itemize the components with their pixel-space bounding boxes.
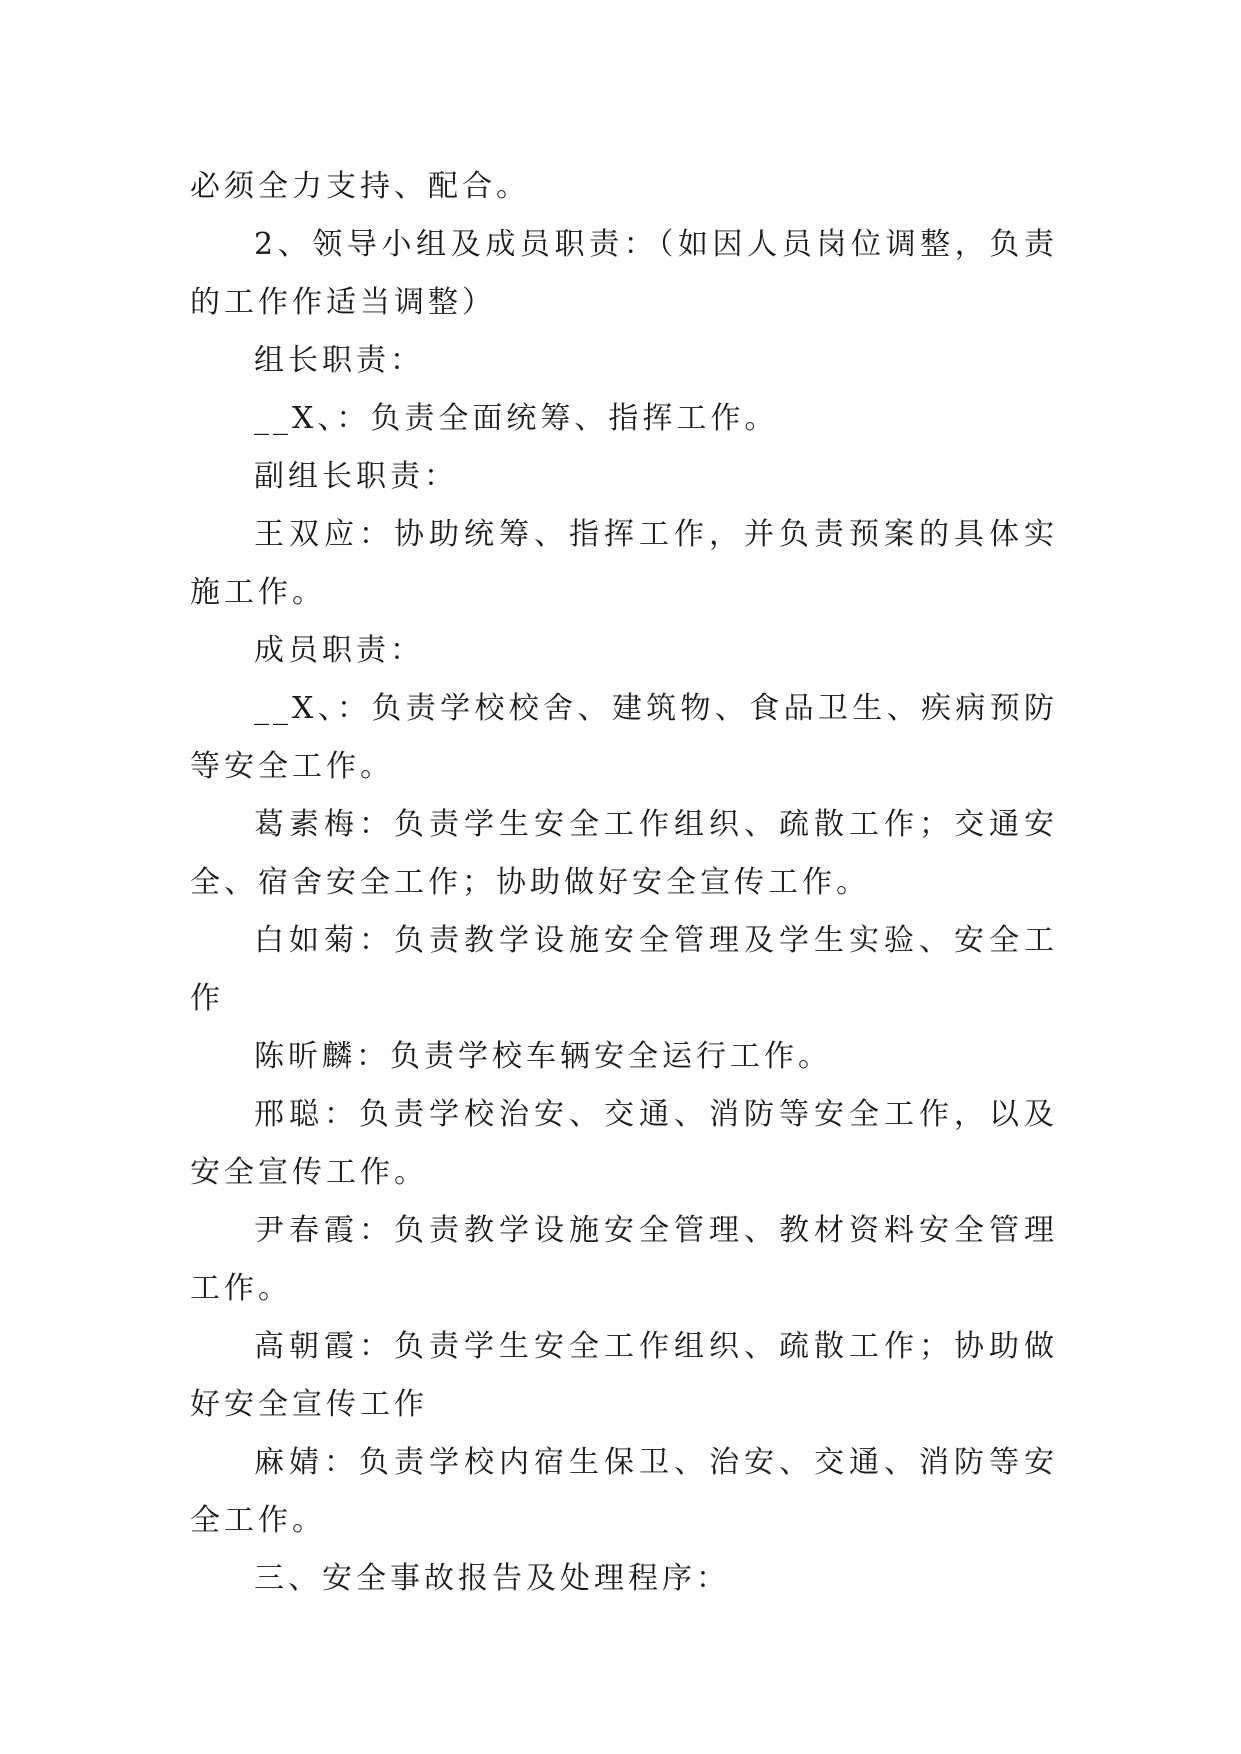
paragraph-member-duty: 白如菊：负责教学设施安全管理及学生实验、安全工作	[190, 923, 1058, 1016]
paragraph-member-duty: 尹春霞：负责教学设施安全管理、教材资料安全管理工作。	[190, 1213, 1058, 1306]
paragraph-leader-duty: __X、：负责全面统筹、指挥工作。	[254, 401, 779, 436]
paragraph-member-duty: __X、：负责学校校舍、建筑物、食品卫生、疾病预防等安全工作。	[190, 691, 1058, 784]
paragraph-member-duties-label: 成员职责：	[254, 633, 424, 668]
paragraph-member-duty: 高朝霞：负责学生安全工作组织、疏散工作；协助做好安全宣传工作	[190, 1329, 1058, 1422]
paragraph-member-duty: 葛素梅：负责学生安全工作组织、疏散工作；交通安全、宿舍安全工作；协助做好安全宣传工作。	[190, 807, 1058, 900]
paragraph-deputy-duties-label: 副组长职责：	[254, 459, 458, 494]
paragraph-leader-duties-label: 组长职责：	[254, 343, 424, 378]
paragraph-member-duty: 邢聪：负责学校治安、交通、消防等安全工作，以及安全宣传工作。	[190, 1097, 1058, 1190]
paragraph-deputy-duty: 王双应：协助统筹、指挥工作，并负责预案的具体实施工作。	[190, 517, 1058, 610]
paragraph-member-duty: 麻婧：负责学校内宿生保卫、治安、交通、消防等安全工作。	[190, 1445, 1058, 1538]
section-heading-accident-reporting: 三、安全事故报告及处理程序：	[254, 1561, 730, 1596]
paragraph-leadership-duties-heading: 2、领导小组及成员职责：（如因人员岗位调整，负责的工作作适当调整）	[190, 227, 1058, 320]
paragraph-continuation: 必须全力支持、配合。	[190, 169, 530, 204]
document-body	[190, 158, 1058, 1608]
paragraph-member-duty: 陈昕麟：负责学校车辆安全运行工作。	[254, 1039, 832, 1074]
